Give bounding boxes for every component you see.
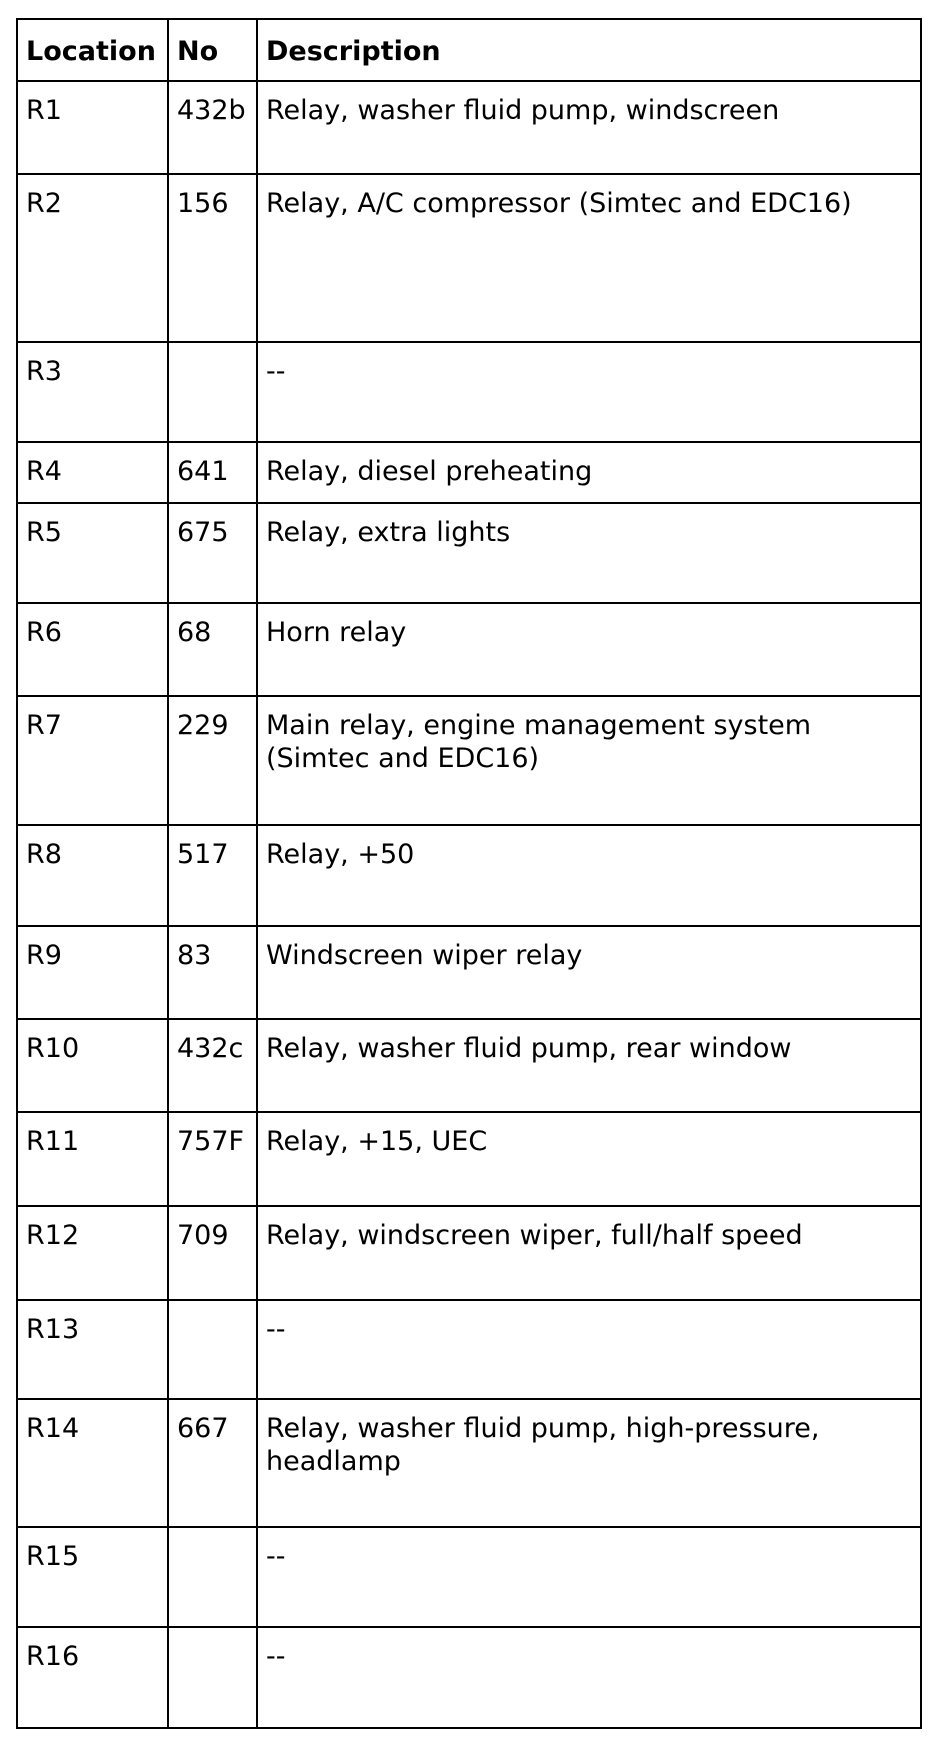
- table-row: [17, 1527, 921, 1627]
- cell-no: 156: [168, 174, 257, 342]
- cell-location: R2: [17, 174, 168, 342]
- cell-location: R12: [17, 1206, 168, 1300]
- cell-description: Windscreen wiper relay: [257, 926, 921, 1019]
- table-row: [17, 174, 921, 342]
- table-row: [17, 926, 921, 1019]
- cell-description: --: [257, 342, 921, 442]
- table-row: [17, 603, 921, 696]
- cell-location: R15: [17, 1527, 168, 1627]
- column-header-no: No: [168, 19, 257, 81]
- cell-location: R6: [17, 603, 168, 696]
- table-row: [17, 1399, 921, 1527]
- cell-description: --: [257, 1527, 921, 1627]
- cell-location: R13: [17, 1300, 168, 1399]
- cell-no: 517: [168, 825, 257, 926]
- table-row: [17, 81, 921, 174]
- cell-location: R3: [17, 342, 168, 442]
- cell-location: R11: [17, 1112, 168, 1206]
- cell-no: [168, 1527, 257, 1627]
- cell-description: Relay, +50: [257, 825, 921, 926]
- cell-description: --: [257, 1627, 921, 1728]
- cell-no: 667: [168, 1399, 257, 1527]
- table-row: [17, 1112, 921, 1206]
- relay-table: [16, 18, 922, 1729]
- cell-location: R10: [17, 1019, 168, 1112]
- table-row: [17, 503, 921, 603]
- cell-no: 229: [168, 696, 257, 825]
- cell-no: 709: [168, 1206, 257, 1300]
- cell-description: Horn relay: [257, 603, 921, 696]
- cell-description: Relay, A/C compressor (Simtec and EDC16): [257, 174, 921, 342]
- cell-no: 68: [168, 603, 257, 696]
- cell-no: [168, 342, 257, 442]
- cell-location: R16: [17, 1627, 168, 1728]
- cell-no: 757F: [168, 1112, 257, 1206]
- cell-no: [168, 1300, 257, 1399]
- cell-location: R1: [17, 81, 168, 174]
- cell-description: Relay, +15, UEC: [257, 1112, 921, 1206]
- cell-location: R5: [17, 503, 168, 603]
- cell-no: 432b: [168, 81, 257, 174]
- table-header-row: [17, 19, 921, 81]
- cell-no: 432c: [168, 1019, 257, 1112]
- cell-no: [168, 1627, 257, 1728]
- cell-location: R7: [17, 696, 168, 825]
- column-header-location: Location: [17, 19, 168, 81]
- cell-description: Main relay, engine management system (Simtec and EDC16): [257, 696, 921, 825]
- cell-no: 675: [168, 503, 257, 603]
- table-row: [17, 1627, 921, 1728]
- table-body: [17, 81, 921, 1728]
- cell-description: Relay, extra lights: [257, 503, 921, 603]
- table-row: [17, 442, 921, 503]
- cell-location: R14: [17, 1399, 168, 1527]
- table-row: [17, 696, 921, 825]
- cell-description: Relay, washer fluid pump, high-pressure, headlamp: [257, 1399, 921, 1527]
- table-row: [17, 342, 921, 442]
- cell-location: R4: [17, 442, 168, 503]
- table-row: [17, 1206, 921, 1300]
- cell-description: Relay, windscreen wiper, full/half speed: [257, 1206, 921, 1300]
- cell-description: Relay, washer fluid pump, rear window: [257, 1019, 921, 1112]
- cell-location: R8: [17, 825, 168, 926]
- cell-description: Relay, washer fluid pump, windscreen: [257, 81, 921, 174]
- cell-description: Relay, diesel preheating: [257, 442, 921, 503]
- cell-description: --: [257, 1300, 921, 1399]
- cell-no: 83: [168, 926, 257, 1019]
- table-row: [17, 1019, 921, 1112]
- column-header-description: Description: [257, 19, 921, 81]
- table-row: [17, 825, 921, 926]
- cell-no: 641: [168, 442, 257, 503]
- cell-location: R9: [17, 926, 168, 1019]
- table-row: [17, 1300, 921, 1399]
